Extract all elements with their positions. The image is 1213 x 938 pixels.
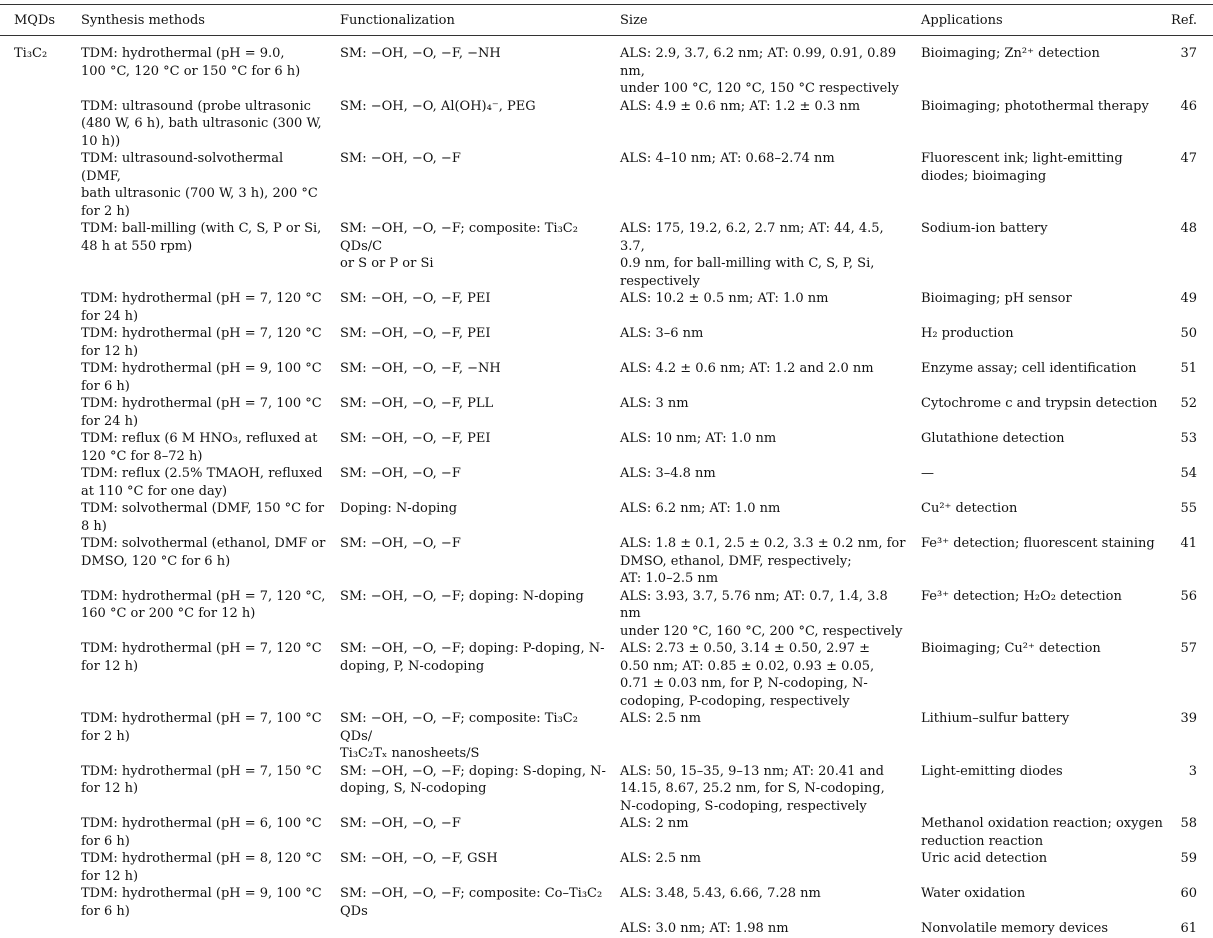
table-row	[0, 98, 1213, 151]
cell-ref: 54	[1180, 466, 1197, 481]
cell-ref: 50	[1180, 326, 1197, 341]
cell-synthesis: TDM: solvothermal (DMF, 150 °C for 8 h)	[81, 501, 325, 534]
cell-size: ALS: 4.2 ± 0.6 nm; AT: 1.2 and 2.0 nm	[620, 361, 874, 376]
cell-ref: 39	[1180, 711, 1197, 726]
cell-applications: Bioimaging; Zn²⁺ detection	[921, 46, 1100, 61]
cell-size: ALS: 2.73 ± 0.50, 3.14 ± 0.50, 2.97 ± 0.50 nm; AT: 0.85 ± 0.02, 0.93 ± 0.05, 0.71 ± 0.03 nm, for P, N-codoping, N- codoping, P-codoping, respectively	[620, 641, 875, 709]
cell-ref: 37	[1180, 46, 1197, 61]
cell-mqds	[0, 920, 67, 938]
cell-functionalization: SM: −OH, −O, −F, PEI	[340, 326, 491, 341]
cell-synthesis: TDM: hydrothermal (pH = 7, 120 °C for 12 h)	[81, 641, 322, 674]
cell-ref: 58	[1180, 816, 1197, 831]
cell-applications: Enzyme assay; cell identification	[921, 361, 1137, 376]
cell-ref: 52	[1180, 396, 1197, 411]
cell-synthesis: TDM: solvothermal (ethanol, DMF or DMSO, 120 °C for 6 h)	[81, 536, 326, 569]
cell-applications: Water oxidation	[921, 886, 1026, 901]
cell-mqds	[0, 640, 67, 710]
cell-size: ALS: 3 nm	[620, 396, 689, 411]
header-mqds: MQDs	[0, 5, 67, 36]
cell-functionalization: SM: −OH, −O, −F, PLL	[340, 396, 494, 411]
cell-functionalization: SM: −OH, −O, −F	[340, 466, 461, 481]
cell-synthesis: TDM: hydrothermal (pH = 7, 150 °C for 12 h)	[81, 763, 322, 796]
header-applications: Applications	[907, 5, 1165, 36]
cell-synthesis: TDM: ultrasound (probe ultrasonic (480 W, 6 h), bath ultrasonic (300 W, 10 h))	[81, 98, 322, 149]
cell-synthesis: TDM: hydrothermal (pH = 9, 100 °C for 6 h)	[81, 361, 322, 394]
cell-ref: 47	[1180, 151, 1197, 166]
cell-size: ALS: 2 nm	[620, 816, 689, 831]
table-row	[0, 430, 1213, 465]
cell-size: ALS: 3–6 nm	[620, 326, 704, 341]
cell-functionalization: SM: −OH, −O, −F; doping: N-doping	[340, 588, 584, 604]
cell-synthesis	[67, 920, 326, 938]
cell-functionalization: SM: −OH, −O, −F; composite: Ti₃C₂ QDs/ Ti₃C₂Tₓ nanosheets/S	[340, 711, 578, 761]
cell-size: ALS: 2.9, 3.7, 6.2 nm; AT: 0.99, 0.91, 0.89 nm, under 100 °C, 120 °C, 150 °C respectively	[620, 46, 899, 96]
cell-mqds	[0, 290, 67, 325]
cell-functionalization: SM: −OH, −O, −F	[340, 816, 461, 831]
cell-mqds	[0, 850, 67, 885]
table-row	[0, 535, 1213, 588]
cell-size: ALS: 6.2 nm; AT: 1.0 nm	[620, 501, 781, 516]
table-row	[0, 885, 1213, 920]
cell-ref: 51	[1180, 361, 1197, 376]
cell-functionalization: SM: −OH, −O, −F, PEI	[340, 291, 491, 306]
cell-mqds	[0, 325, 67, 360]
cell-functionalization: Doping: N-doping	[340, 501, 458, 516]
table-row	[0, 395, 1213, 430]
cell-size: ALS: 10 nm; AT: 1.0 nm	[620, 431, 777, 446]
cell-applications: Cu²⁺ detection	[921, 501, 1018, 516]
cell-synthesis: TDM: hydrothermal (pH = 6, 100 °C for 6 h)	[81, 816, 322, 849]
table-row	[0, 588, 1213, 641]
cell-mqds	[0, 710, 67, 763]
cell-applications: Fluorescent ink; light-emitting diodes; bioimaging	[921, 151, 1123, 184]
cell-applications: Fe³⁺ detection; H₂O₂ detection	[921, 588, 1122, 604]
cell-size: ALS: 1.8 ± 0.1, 2.5 ± 0.2, 3.3 ± 0.2 nm, for DMSO, ethanol, DMF, respectively; AT: 1.0–2.5 nm	[620, 536, 906, 586]
cell-functionalization: SM: −OH, −O, −F	[340, 151, 461, 166]
cell-functionalization: SM: −OH, −O, −F; doping: S-doping, N- doping, S, N-codoping	[340, 763, 606, 796]
cell-ref: 59	[1180, 851, 1197, 866]
cell-mqds	[0, 150, 67, 220]
cell-mqds: Ti₃C₂	[14, 46, 48, 61]
cell-ref: 61	[1180, 921, 1197, 936]
cell-functionalization: SM: −OH, −O, −F; doping: P-doping, N- doping, P, N-codoping	[340, 641, 605, 674]
table-row	[0, 763, 1213, 816]
cell-applications: —	[921, 466, 934, 481]
cell-size: ALS: 2.5 nm	[620, 851, 701, 866]
cell-ref: 56	[1180, 588, 1197, 604]
cell-applications: H₂ production	[921, 326, 1014, 341]
table-row	[0, 640, 1213, 710]
cell-synthesis: TDM: reflux (6 M HNO₃, refluxed at 120 °C for 8–72 h)	[81, 431, 318, 464]
cell-synthesis: TDM: hydrothermal (pH = 8, 120 °C for 12 h)	[81, 851, 322, 884]
cell-mqds	[0, 360, 67, 395]
cell-ref: 46	[1180, 98, 1197, 114]
cell-synthesis: TDM: ball-milling (with C, S, P or Si, 48 h at 550 rpm)	[81, 221, 322, 254]
cell-synthesis: TDM: hydrothermal (pH = 7, 100 °C for 2 h)	[81, 711, 322, 744]
cell-applications: Uric acid detection	[921, 851, 1048, 866]
cell-applications: Bioimaging; pH sensor	[921, 291, 1072, 306]
cell-synthesis: TDM: reflux (2.5% TMAOH, refluxed at 110 °C for one day)	[81, 466, 323, 499]
cell-mqds	[0, 815, 67, 850]
cell-applications: Fe³⁺ detection; fluorescent staining	[921, 536, 1155, 551]
cell-synthesis: TDM: hydrothermal (pH = 7, 120 °C for 24 h)	[81, 291, 322, 324]
cell-size: ALS: 50, 15–35, 9–13 nm; AT: 20.41 and 14.15, 8.67, 25.2 nm, for S, N-codoping, N-codoping, S-codoping, respectively	[620, 763, 885, 814]
cell-functionalization: SM: −OH, −O, −F; composite: Ti₃C₂ QDs/C or S or P or Si	[340, 221, 578, 271]
header-functionalization: Functionalization	[326, 5, 606, 36]
table-row	[0, 710, 1213, 763]
cell-ref: 3	[1188, 763, 1197, 779]
cell-mqds	[0, 465, 67, 500]
table-row	[0, 220, 1213, 290]
cell-applications: Glutathione detection	[921, 431, 1065, 446]
cell-mqds	[0, 430, 67, 465]
cell-applications: Nonvolatile memory devices	[921, 921, 1109, 936]
cell-applications: Lithium–sulfur battery	[921, 711, 1070, 726]
cell-applications: Bioimaging; Cu²⁺ detection	[921, 641, 1101, 656]
table-body	[0, 36, 1213, 938]
cell-ref: 48	[1180, 221, 1197, 236]
table-row	[0, 36, 1213, 98]
cell-size: ALS: 2.5 nm	[620, 711, 701, 726]
cell-synthesis: TDM: hydrothermal (pH = 9.0, 100 °C, 120 °C or 150 °C for 6 h)	[81, 46, 301, 79]
header-size: Size	[606, 5, 907, 36]
table-header-row	[0, 5, 1213, 36]
table-row	[0, 465, 1213, 500]
cell-functionalization: SM: −OH, −O, −F; composite: Co–Ti₃C₂ QDs	[340, 886, 603, 919]
cell-functionalization: SM: −OH, −O, −F, −NH	[340, 361, 501, 376]
cell-synthesis: TDM: ultrasound-solvothermal (DMF, bath ultrasonic (700 W, 3 h), 200 °C for 2 h)	[81, 151, 318, 219]
table-row	[0, 500, 1213, 535]
cell-mqds	[0, 535, 67, 588]
table-row	[0, 150, 1213, 220]
cell-synthesis: TDM: hydrothermal (pH = 7, 120 °C for 12 h)	[81, 326, 322, 359]
cell-mqds	[0, 500, 67, 535]
cell-size: ALS: 10.2 ± 0.5 nm; AT: 1.0 nm	[620, 291, 829, 306]
cell-ref: 49	[1180, 291, 1197, 306]
cell-ref: 41	[1180, 536, 1197, 551]
mqds-table	[0, 4, 1213, 938]
cell-mqds	[0, 763, 67, 816]
cell-applications: Methanol oxidation reaction; oxygen reduction reaction	[921, 816, 1163, 849]
cell-functionalization: SM: −OH, −O, Al(OH)₄⁻, PEG	[340, 98, 536, 114]
cell-ref: 53	[1180, 431, 1197, 446]
table-row	[0, 290, 1213, 325]
cell-synthesis: TDM: hydrothermal (pH = 7, 120 °C, 160 °C or 200 °C for 12 h)	[81, 588, 326, 621]
header-synthesis-methods: Synthesis methods	[67, 5, 326, 36]
cell-size: ALS: 175, 19.2, 6.2, 2.7 nm; AT: 44, 4.5, 3.7, 0.9 nm, for ball-milling with C, S, P, Si, respectively	[620, 221, 884, 289]
cell-functionalization	[326, 920, 606, 938]
cell-size: ALS: 4–10 nm; AT: 0.68–2.74 nm	[620, 151, 835, 166]
cell-functionalization: SM: −OH, −O, −F, −NH	[340, 46, 501, 61]
cell-applications: Bioimaging; photothermal therapy	[921, 98, 1149, 114]
table-row	[0, 850, 1213, 885]
table-row	[0, 360, 1213, 395]
header-ref: Ref.	[1165, 5, 1213, 36]
cell-applications: Sodium-ion battery	[921, 221, 1048, 236]
table-row	[0, 815, 1213, 850]
cell-mqds	[0, 220, 67, 290]
cell-size: ALS: 3.48, 5.43, 6.66, 7.28 nm	[620, 886, 821, 901]
cell-size: ALS: 3–4.8 nm	[620, 466, 716, 481]
table-row	[0, 920, 1213, 938]
cell-mqds	[0, 885, 67, 920]
cell-size: ALS: 4.9 ± 0.6 nm; AT: 1.2 ± 0.3 nm	[620, 98, 861, 114]
cell-ref: 57	[1180, 641, 1197, 656]
cell-functionalization: SM: −OH, −O, −F, PEI	[340, 431, 491, 446]
cell-applications: Light-emitting diodes	[921, 763, 1063, 779]
cell-mqds	[0, 395, 67, 430]
cell-applications: Cytochrome c and trypsin detection	[921, 396, 1158, 411]
cell-mqds	[0, 98, 67, 151]
cell-synthesis: TDM: hydrothermal (pH = 7, 100 °C for 24 h)	[81, 396, 322, 429]
cell-functionalization: SM: −OH, −O, −F, GSH	[340, 851, 498, 866]
cell-ref: 60	[1180, 886, 1197, 901]
cell-size: ALS: 3.93, 3.7, 5.76 nm; AT: 0.7, 1.4, 3.8 nm under 120 °C, 160 °C, 200 °C, respectively	[620, 588, 903, 639]
cell-functionalization: SM: −OH, −O, −F	[340, 536, 461, 551]
cell-mqds	[0, 588, 67, 641]
cell-synthesis: TDM: hydrothermal (pH = 9, 100 °C for 6 h)	[81, 886, 322, 919]
cell-ref: 55	[1180, 501, 1197, 516]
cell-size: ALS: 3.0 nm; AT: 1.98 nm	[620, 921, 789, 936]
table-row	[0, 325, 1213, 360]
